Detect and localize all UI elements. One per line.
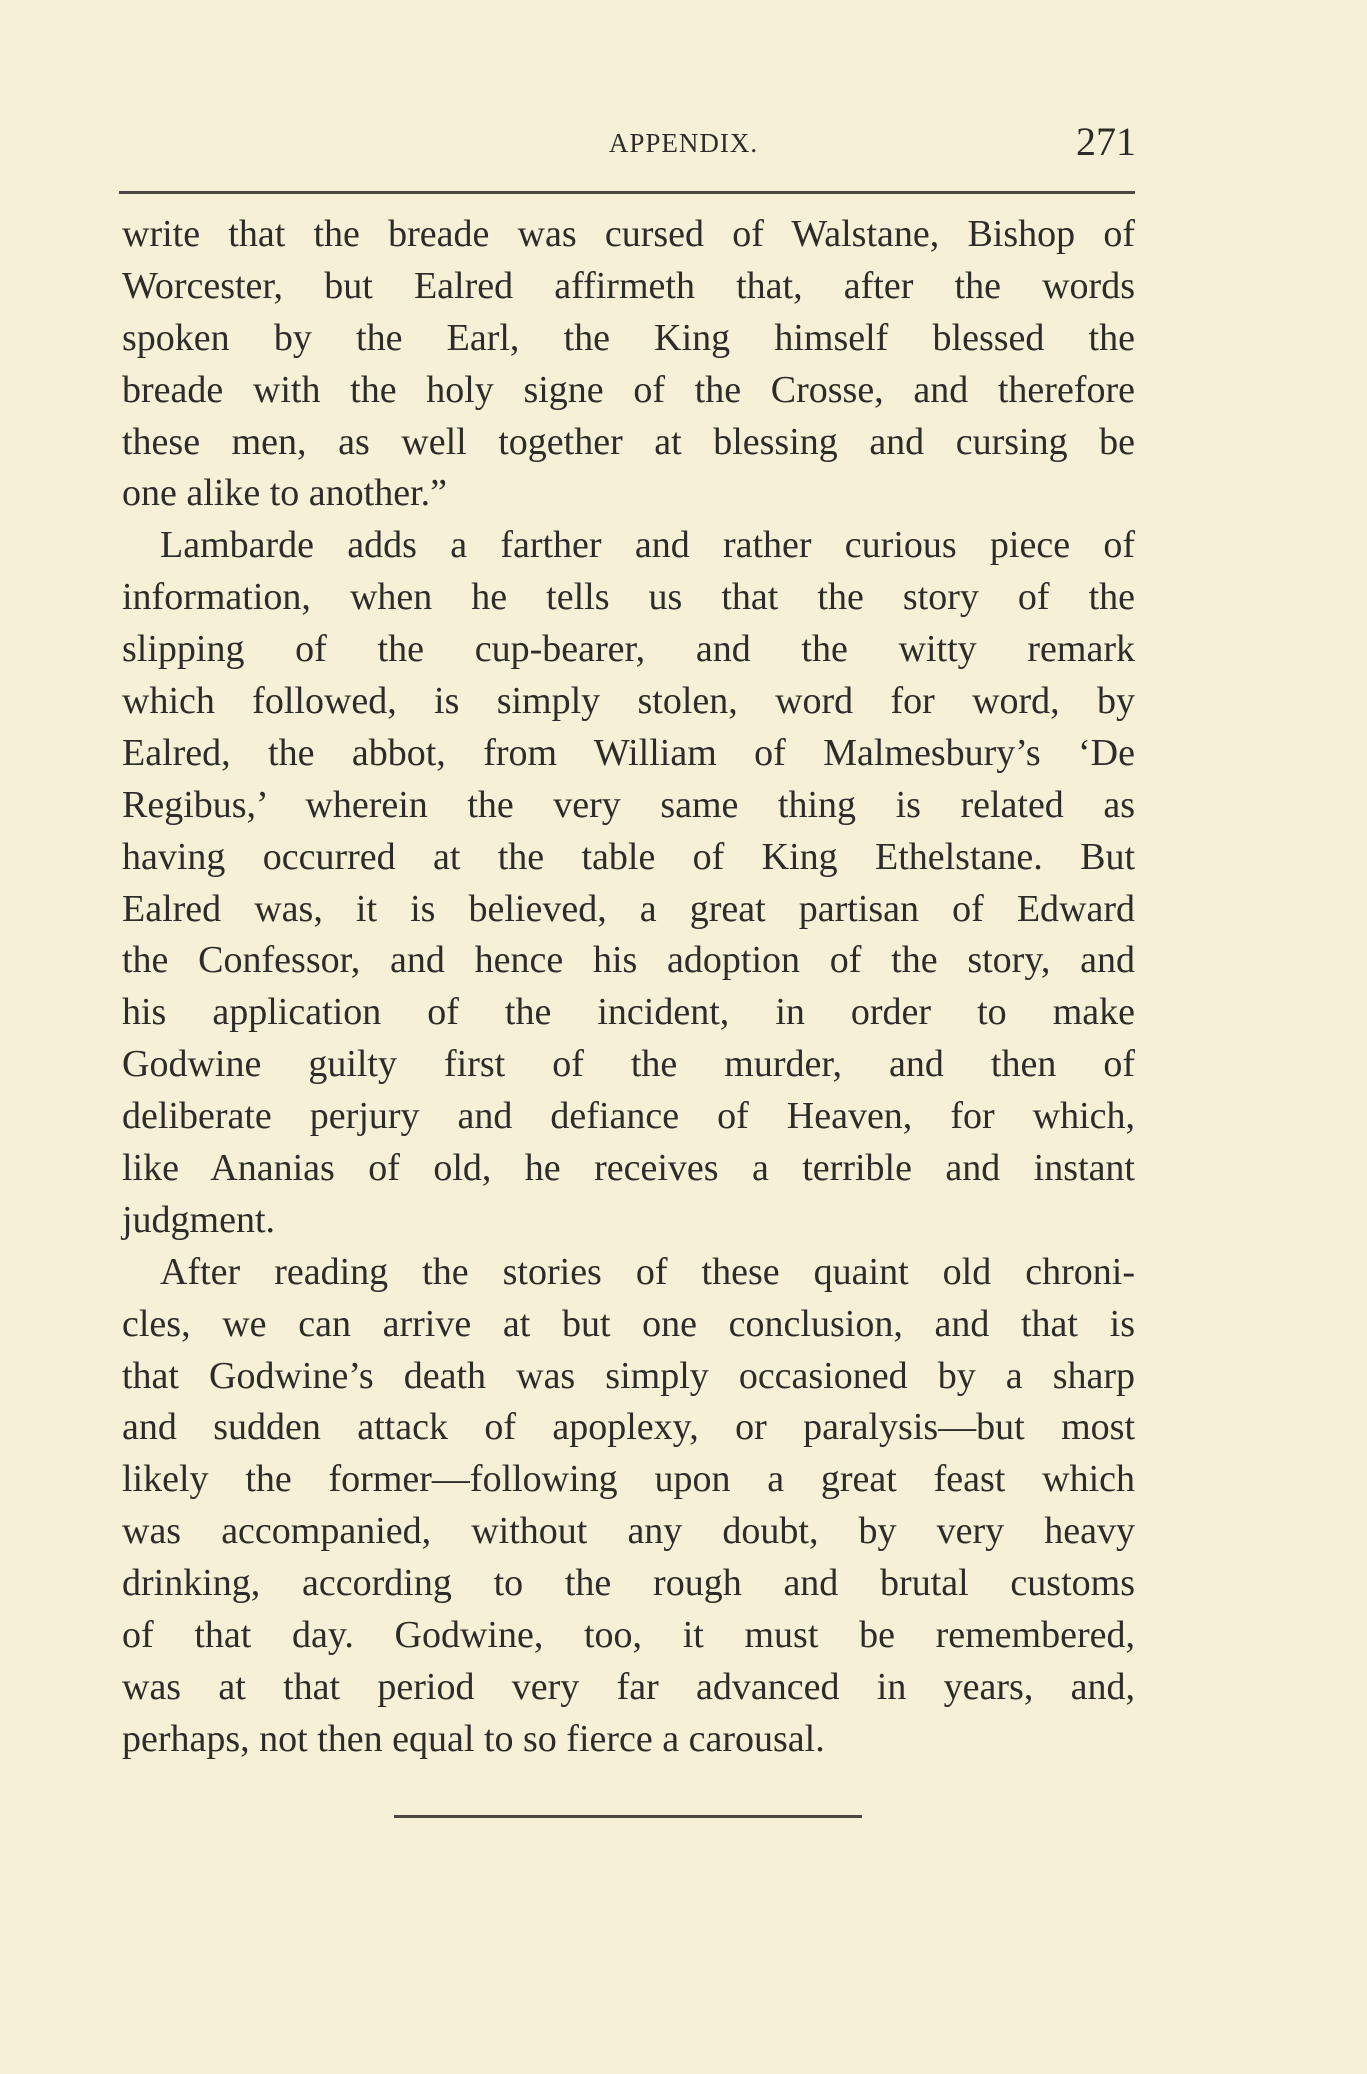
- closing-rule: [394, 1815, 862, 1818]
- text-line: one alike to another.”: [122, 472, 447, 515]
- text-line: write that the breade was cursed of Walstane, Bishop of: [122, 213, 1135, 255]
- text-line: cles, we can arrive at but one conclusion, and that is: [122, 1302, 1135, 1345]
- text-line: Worcester, but Ealred affirmeth that, after the words: [122, 264, 1135, 307]
- text-line: slipping of the cup-bearer, and the witty remark: [122, 628, 1135, 671]
- text-line: his application of the incident, in order to make: [122, 991, 1135, 1034]
- text-line: Godwine guilty first of the murder, and then of: [122, 1043, 1135, 1086]
- text-line: perhaps, not then equal to so fierce a carousal.: [122, 1717, 825, 1760]
- text-line: likely the former—following upon a great feast which: [122, 1458, 1135, 1501]
- text-line: like Ananias of old, he receives a terrible and instant: [122, 1147, 1135, 1190]
- text-line: was accompanied, without any doubt, by very heavy: [122, 1510, 1135, 1553]
- text-line: Ealred, the abbot, from William of Malmesbury’s ‘De: [122, 731, 1135, 774]
- text-line: Ealred was, it is believed, a great partisan of Edward: [122, 887, 1135, 930]
- text-line: deliberate perjury and defiance of Heaven, for which,: [122, 1095, 1135, 1138]
- text-line: having occurred at the table of King Ethelstane. But: [122, 835, 1135, 878]
- text-line: Lambarde adds a farther and rather curious piece of: [160, 524, 1135, 567]
- text-line: these men, as well together at blessing and cursing be: [122, 420, 1135, 463]
- body-text: [122, 209, 1135, 1766]
- text-line: of that day. Godwine, too, it must be remembered,: [122, 1614, 1135, 1657]
- text-line: spoken by the Earl, the King himself blessed the: [122, 316, 1135, 359]
- page-number: 271: [1076, 119, 1136, 164]
- text-line: the Confessor, and hence his adoption of the story, and: [122, 939, 1135, 982]
- header-rule: [119, 191, 1135, 194]
- text-line: and sudden attack of apoplexy, or paralysis—but most: [122, 1406, 1135, 1449]
- paragraph: [122, 1247, 1135, 1766]
- text-line: drinking, according to the rough and brutal customs: [122, 1562, 1135, 1605]
- text-line: that Godwine’s death was simply occasioned by a sharp: [122, 1354, 1135, 1397]
- text-line: breade with the holy signe of the Crosse, and therefore: [122, 368, 1135, 411]
- paragraph: [122, 209, 1135, 520]
- text-line: Regibus,’ wherein the very same thing is related as: [122, 783, 1135, 826]
- text-line: information, when he tells us that the story of the: [122, 576, 1135, 619]
- text-line: After reading the stories of these quaint old chroni-: [160, 1250, 1135, 1293]
- text-line: which followed, is simply stolen, word for word, by: [122, 680, 1135, 723]
- text-line: was at that period very far advanced in years, and,: [122, 1665, 1135, 1708]
- paragraph: [122, 520, 1135, 1246]
- text-line: judgment.: [122, 1198, 276, 1241]
- running-header-title: APPENDIX.: [608, 128, 759, 158]
